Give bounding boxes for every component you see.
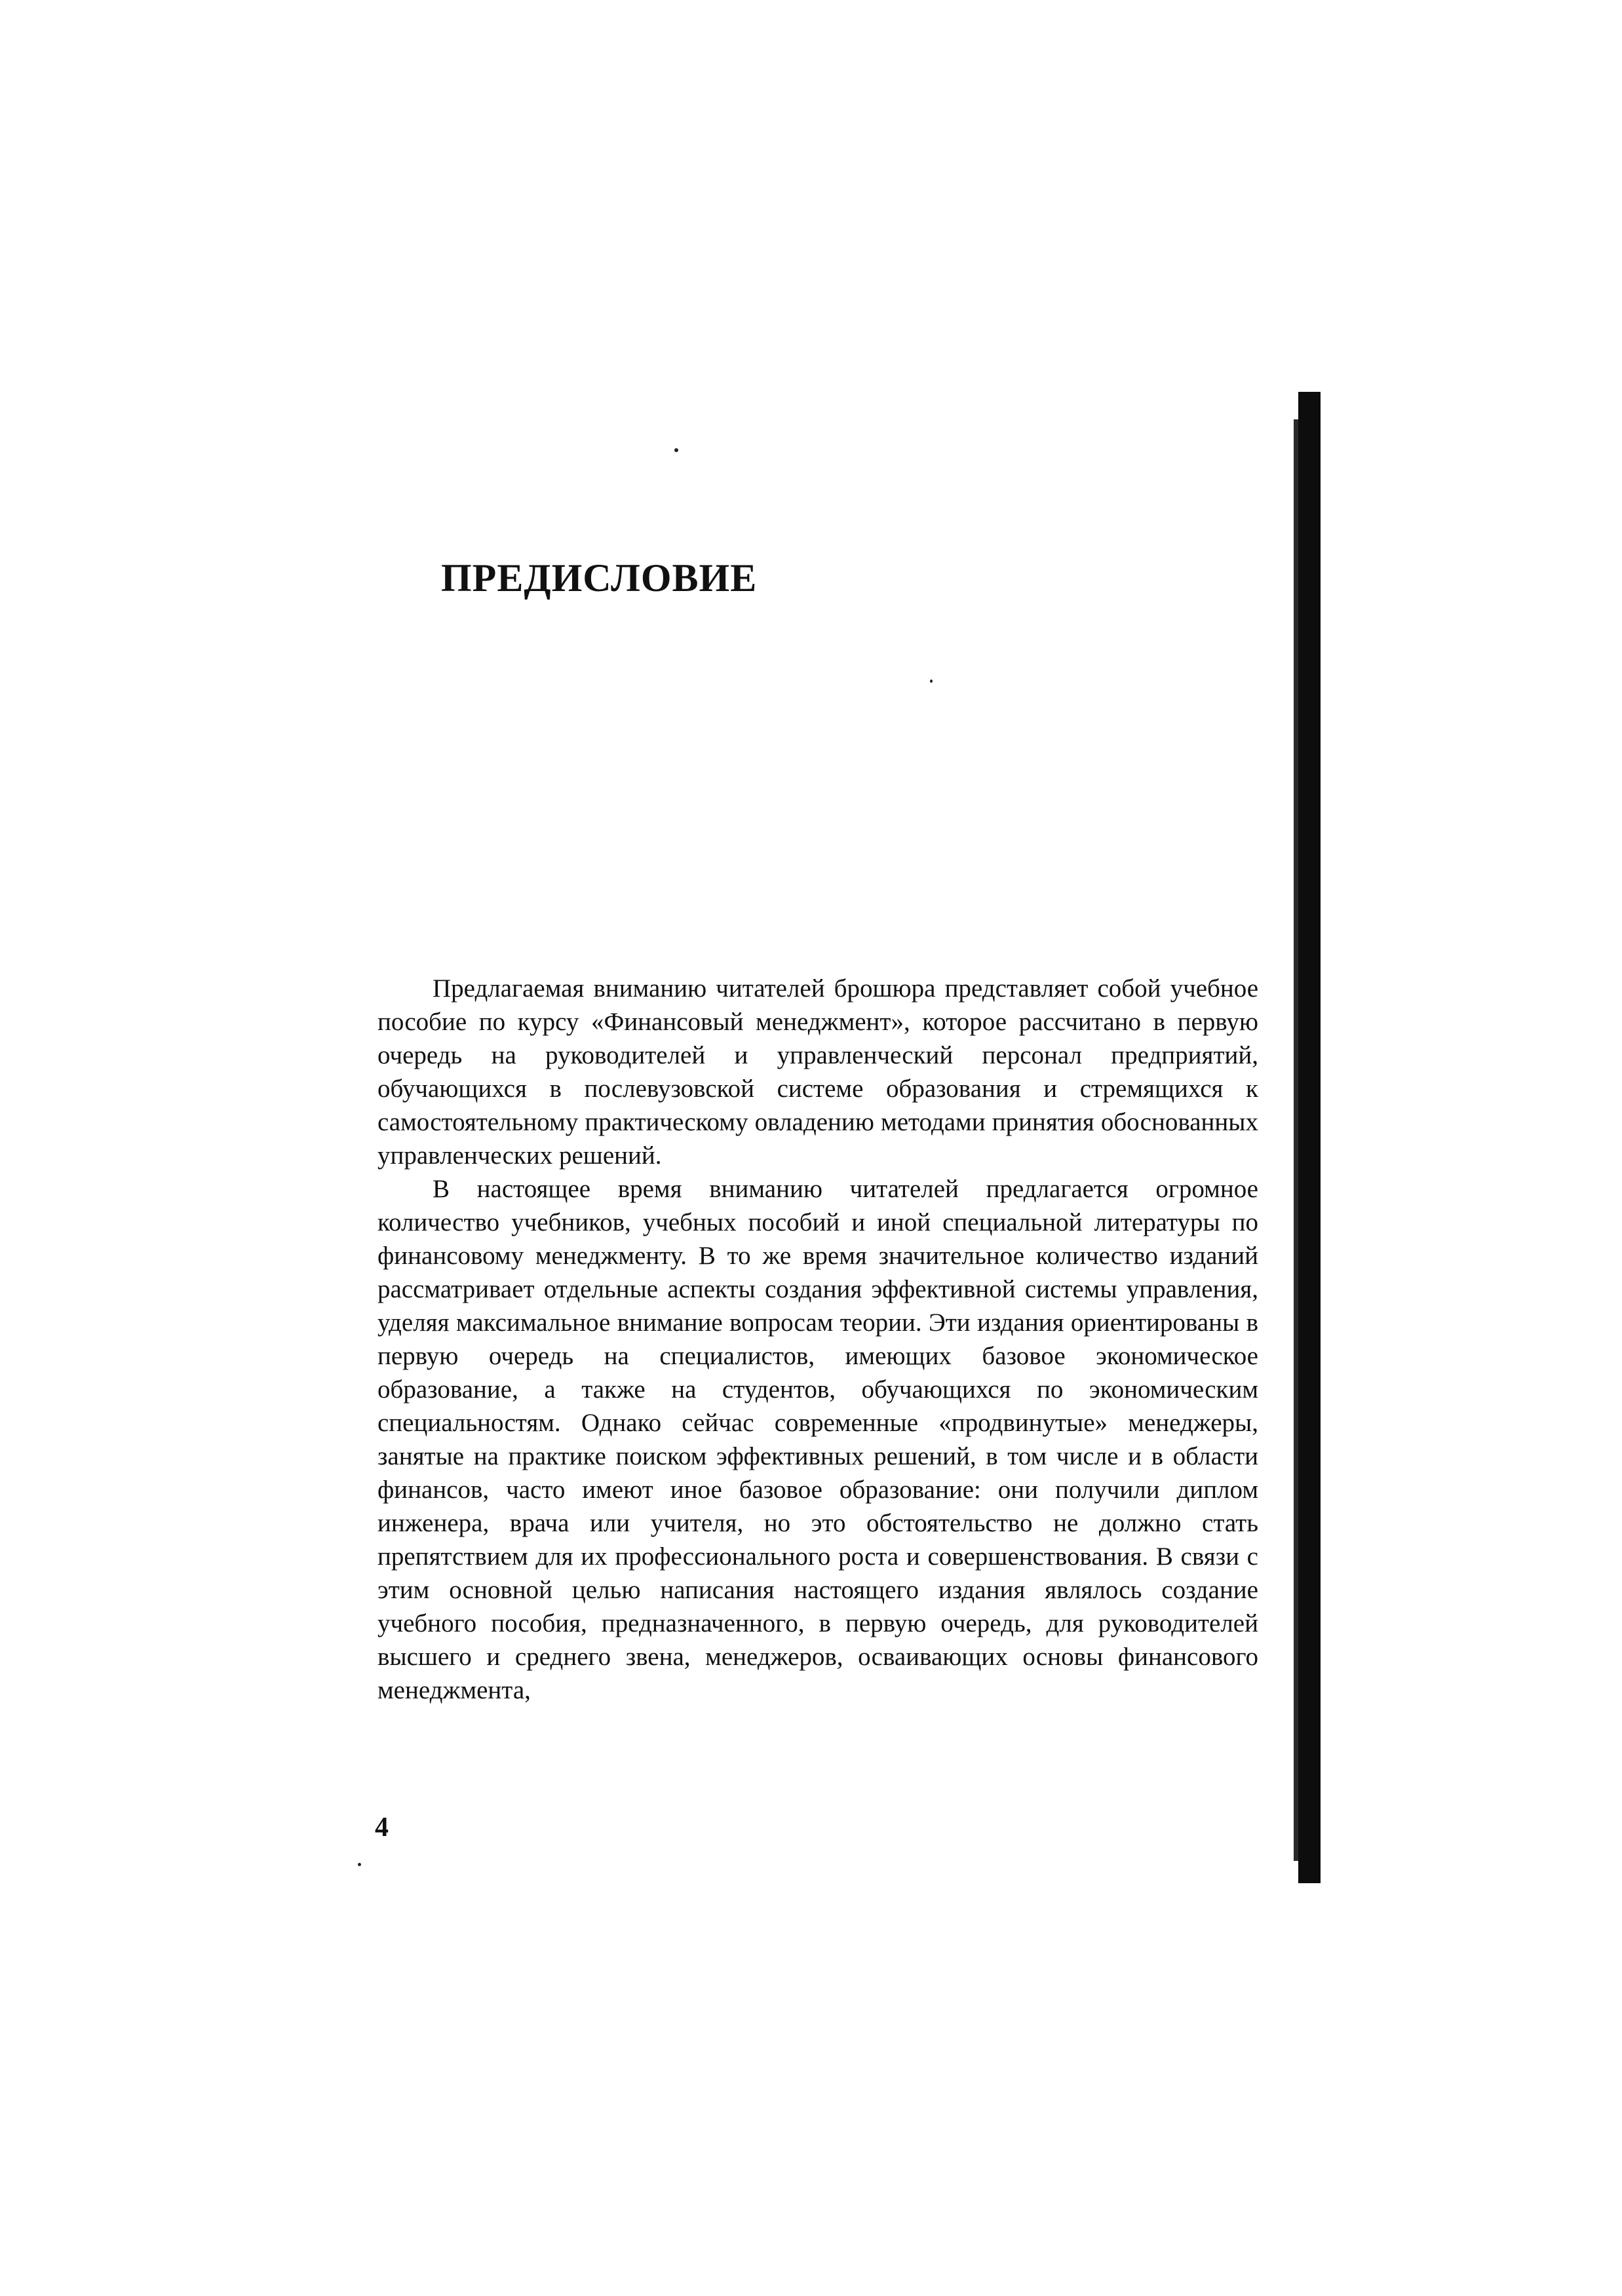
scan-speck [930, 679, 933, 683]
body-text [377, 972, 1258, 1707]
page-title: ПРЕДИСЛОВИЕ [441, 556, 758, 600]
paragraph-2: В настоящее время вниманию читателей предлагается огромное количество учебников, учебных пособий и иной специальной литературы по финансовому менеджменту. В то же время значительное количество изданий рассматривает отдельные аспекты создания эффективной системы управления, уделяя максимальное внимание вопросам теории. Эти издания ориентированы в первую очередь на специалистов, имеющих базовое экономическое образование, а также на студентов, обучающихся по экономическим специальностям. Однако сейчас современные «продвинутые» менеджеры, занятые на практике поиском эффективных решений, в том числе и в области финансов, часто имеют иное базовое образование: они получили диплом инженера, врача или учителя, но это обстоятельство не должно стать препятствием для их профессионального роста и совершенствования. В связи с этим основной целью написания настоящего издания являлось создание учебного пособия, предназначенного, в первую очередь, для руководителей высшего и среднего звена, менеджеров, осваивающих основы финансового менеджмента, [377, 1175, 1258, 1704]
scan-edge [1298, 392, 1321, 1883]
page-number: 4 [375, 1812, 389, 1843]
scan-edge-shadow [1294, 419, 1298, 1861]
paragraph-1: Предлагаемая вниманию читателей брошюра представляет собой учебное пособие по курсу «Финансовый менеджмент», которое рассчитано в первую очередь на руководителей и управленческий персонал предприятий, обучающихся в послевузовской системе образования и стремящихся к самостоятельному практическому овладению методами принятия обоснованных управленческих решений. [377, 974, 1258, 1170]
scan-speck [358, 1863, 361, 1866]
scan-speck [674, 448, 678, 452]
